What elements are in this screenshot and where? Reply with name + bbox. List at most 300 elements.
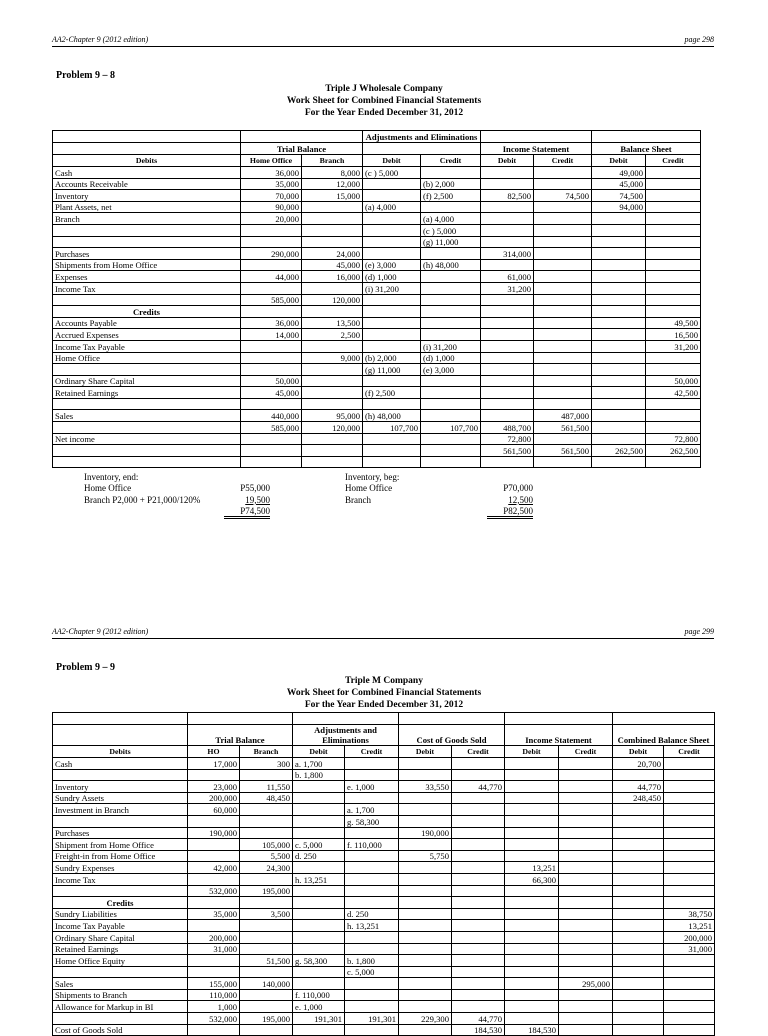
amount-cell: 82,500 — [481, 190, 534, 202]
amount-cell — [452, 955, 505, 967]
table-row — [53, 989, 715, 1001]
bs-debit-header: Debit — [613, 746, 664, 758]
amount-cell: 295,000 — [559, 978, 613, 990]
amount-cell: 12,000 — [302, 178, 363, 190]
account-cell: Sales — [53, 410, 241, 422]
amount-cell: 20,700 — [613, 758, 664, 770]
account-cell: Sales — [53, 978, 188, 990]
table-row — [53, 329, 701, 341]
amount-cell — [363, 294, 421, 306]
amount-cell — [646, 364, 701, 376]
amount-cell — [302, 213, 363, 225]
amount-cell: 50,000 — [241, 375, 302, 387]
amount-cell: 38,750 — [664, 908, 715, 920]
amount-cell: (g) 11,000 — [363, 364, 421, 376]
amount-cell — [505, 839, 559, 851]
table-row — [53, 931, 715, 943]
amount-cell — [481, 387, 534, 399]
amount-cell — [505, 1013, 559, 1025]
amount-cell — [240, 827, 293, 839]
table-row — [53, 456, 701, 468]
amount-cell: 585,000 — [241, 294, 302, 306]
amount-cell — [240, 1024, 293, 1036]
amount-cell: 8,000 — [302, 167, 363, 179]
amount-cell — [505, 989, 559, 1001]
amount-cell — [293, 908, 345, 920]
amount-cell — [646, 410, 701, 422]
amount-cell — [399, 815, 452, 827]
debits-header: Debits — [53, 746, 188, 758]
amount-cell — [399, 839, 452, 851]
amount-cell — [646, 178, 701, 190]
amount-cell: (a) 4,000 — [421, 213, 481, 225]
adjustments-header: Adjustments and Eliminations — [293, 725, 399, 746]
amount-cell — [399, 1001, 452, 1013]
amount-cell — [664, 827, 715, 839]
table-row — [53, 769, 715, 781]
amount-cell — [293, 978, 345, 990]
amount-cell — [302, 282, 363, 294]
amount-cell: 45,000 — [302, 259, 363, 271]
amount-cell: 13,251 — [505, 862, 559, 874]
amount-cell — [363, 433, 421, 445]
amount-cell — [241, 236, 302, 248]
amount-cell — [452, 792, 505, 804]
amount-cell — [481, 167, 534, 179]
account-cell: Allowance for Markup in BI — [53, 1001, 188, 1013]
account-cell: Income Tax Payable — [53, 920, 188, 932]
amount-cell: 155,000 — [188, 978, 240, 990]
amount-cell: 74,500 — [534, 190, 592, 202]
account-cell — [53, 966, 188, 978]
account-cell: Plant Assets, net — [53, 201, 241, 213]
amount-cell: 5,750 — [399, 850, 452, 862]
amount-cell — [664, 815, 715, 827]
account-cell: Retained Earnings — [53, 387, 241, 399]
bs-credit-header: Credit — [646, 155, 701, 167]
amount-cell — [363, 178, 421, 190]
amount-cell: 440,000 — [241, 410, 302, 422]
amount-cell — [534, 398, 592, 410]
amount-cell — [363, 456, 421, 468]
amount-cell — [302, 236, 363, 248]
problem-label: Problem 9 – 9 — [56, 662, 115, 673]
amount-cell: 44,000 — [241, 271, 302, 283]
amount-cell — [241, 445, 302, 457]
amount-cell: b. 1,800 — [293, 769, 345, 781]
amount-cell: 72,800 — [481, 433, 534, 445]
amount-cell: 3,500 — [240, 908, 293, 920]
amount-cell — [399, 920, 452, 932]
amount-cell — [592, 248, 646, 260]
amount-cell — [664, 1013, 715, 1025]
combined-bs-header: Combined Balance Sheet — [613, 725, 715, 746]
amount-cell — [559, 931, 613, 943]
amount-cell: f. 110,000 — [293, 989, 345, 1001]
amount-cell — [452, 862, 505, 874]
amount-cell — [559, 955, 613, 967]
amount-cell — [399, 1024, 452, 1036]
amount-cell — [664, 839, 715, 851]
table-row — [53, 920, 715, 932]
table-row — [53, 317, 701, 329]
account-cell — [53, 445, 241, 457]
amount-cell: 24,000 — [302, 248, 363, 260]
amount-cell: 11,550 — [240, 781, 293, 793]
amount-cell — [240, 769, 293, 781]
amount-cell — [452, 1001, 505, 1013]
account-cell: Accrued Expenses — [53, 329, 241, 341]
trial-balance-header: Trial Balance — [241, 143, 363, 155]
table-row — [53, 815, 715, 827]
amount-cell — [559, 850, 613, 862]
amount-cell: 31,200 — [646, 340, 701, 352]
is-debit-header: Debit — [505, 746, 559, 758]
amount-cell — [592, 364, 646, 376]
amount-cell: d. 250 — [293, 850, 345, 862]
amount-cell — [559, 885, 613, 897]
account-cell: Sundry Assets — [53, 792, 188, 804]
amount-cell — [363, 398, 421, 410]
amount-cell — [481, 340, 534, 352]
amount-cell — [559, 827, 613, 839]
table-row — [53, 294, 701, 306]
table-row — [53, 167, 701, 179]
amount-cell — [293, 1024, 345, 1036]
title-line-3: For the Year Ended December 31, 2012 — [304, 700, 464, 710]
table-row — [53, 306, 701, 318]
table-row — [53, 445, 701, 457]
note-row: Home Office P70,000 — [345, 483, 533, 494]
amount-cell — [293, 920, 345, 932]
account-cell — [53, 224, 241, 236]
account-cell: Accounts Payable — [53, 317, 241, 329]
amount-cell — [452, 839, 505, 851]
amount-cell: 35,000 — [188, 908, 240, 920]
table-row — [53, 178, 701, 190]
amount-cell: (f) 2,500 — [421, 190, 481, 202]
amount-cell — [363, 445, 421, 457]
amount-cell — [188, 955, 240, 967]
amount-cell — [363, 340, 421, 352]
amount-cell: 107,700 — [363, 422, 421, 434]
amount-cell: 16,000 — [302, 271, 363, 283]
account-cell — [53, 422, 241, 434]
amount-cell — [421, 201, 481, 213]
account-cell: Cash — [53, 758, 188, 770]
is-debit-header: Debit — [481, 155, 534, 167]
amount-cell — [505, 966, 559, 978]
amount-cell — [664, 862, 715, 874]
amount-cell: (b) 2,000 — [363, 352, 421, 364]
amount-cell: 107,700 — [421, 422, 481, 434]
table-row — [53, 282, 701, 294]
amount-cell — [363, 317, 421, 329]
amount-cell: 120,000 — [302, 294, 363, 306]
amount-cell — [399, 897, 452, 909]
amount-cell: (h) 48,000 — [421, 259, 481, 271]
amount-cell — [345, 897, 399, 909]
amount-cell — [421, 294, 481, 306]
amount-cell: 24,300 — [240, 862, 293, 874]
amount-cell — [481, 456, 534, 468]
amount-cell — [592, 352, 646, 364]
amount-cell — [613, 873, 664, 885]
amount-cell: 42,000 — [188, 862, 240, 874]
amount-cell — [452, 943, 505, 955]
amount-cell — [363, 213, 421, 225]
amount-cell — [240, 931, 293, 943]
table-row — [53, 352, 701, 364]
account-cell — [53, 885, 188, 897]
amount-cell — [534, 294, 592, 306]
balance-sheet-header: Balance Sheet — [592, 143, 701, 155]
amount-cell: 44,770 — [452, 1013, 505, 1025]
amount-cell — [363, 375, 421, 387]
amount-cell: 50,000 — [646, 375, 701, 387]
amount-cell: 190,000 — [399, 827, 452, 839]
amount-cell — [505, 1001, 559, 1013]
amount-cell — [613, 931, 664, 943]
inventory-end-notes — [84, 472, 284, 518]
amount-cell — [613, 908, 664, 920]
amount-cell — [559, 897, 613, 909]
bs-credit-header: Credit — [664, 746, 715, 758]
amount-cell — [592, 422, 646, 434]
table-row — [53, 792, 715, 804]
amount-cell — [646, 271, 701, 283]
amount-cell: 110,000 — [188, 989, 240, 1001]
amount-cell — [559, 862, 613, 874]
table-row — [53, 839, 715, 851]
page-header-2 — [52, 627, 714, 636]
amount-cell — [302, 340, 363, 352]
amount-cell — [559, 804, 613, 816]
amount-cell: 36,000 — [241, 167, 302, 179]
amount-cell: 13,251 — [664, 920, 715, 932]
amount-cell — [452, 978, 505, 990]
table-row — [53, 955, 715, 967]
amount-cell — [240, 966, 293, 978]
income-statement-header: Income Statement — [481, 143, 592, 155]
amount-cell — [664, 955, 715, 967]
amount-cell: 314,000 — [481, 248, 534, 260]
amount-cell — [592, 271, 646, 283]
amount-cell: 31,000 — [664, 943, 715, 955]
account-cell: Shipments to Branch — [53, 989, 188, 1001]
amount-cell — [592, 329, 646, 341]
account-cell: Accounts Receivable — [53, 178, 241, 190]
table-row — [53, 804, 715, 816]
amount-cell — [664, 769, 715, 781]
amount-cell — [646, 306, 701, 318]
amount-cell — [592, 213, 646, 225]
branch-header: Branch — [302, 155, 363, 167]
amount-cell — [399, 966, 452, 978]
amount-cell — [345, 978, 399, 990]
amount-cell — [345, 792, 399, 804]
account-cell: Inventory — [53, 781, 188, 793]
amount-cell: 72,800 — [646, 433, 701, 445]
account-cell: Home Office Equity — [53, 955, 188, 967]
amount-cell — [399, 885, 452, 897]
amount-cell — [505, 931, 559, 943]
amount-cell — [421, 433, 481, 445]
table-row — [53, 827, 715, 839]
credits-subheader: Credits — [53, 897, 188, 909]
amount-cell — [240, 815, 293, 827]
header-rule — [52, 638, 714, 639]
amount-cell — [421, 271, 481, 283]
account-cell: Ordinary Share Capital — [53, 375, 241, 387]
amount-cell — [240, 920, 293, 932]
amount-cell — [534, 224, 592, 236]
amount-cell: 94,000 — [592, 201, 646, 213]
amount-cell — [302, 375, 363, 387]
amount-cell: h. 13,251 — [345, 920, 399, 932]
account-cell: Freight-in from Home Office — [53, 850, 188, 862]
amount-cell — [664, 1001, 715, 1013]
table-row — [53, 398, 701, 410]
amount-cell: g. 58,300 — [293, 955, 345, 967]
amount-cell — [241, 398, 302, 410]
worksheet-title-2 — [0, 675, 768, 711]
table-row — [53, 943, 715, 955]
amount-cell — [592, 236, 646, 248]
amount-cell: (e) 3,000 — [421, 364, 481, 376]
table-row — [53, 410, 701, 422]
worksheet-title — [0, 83, 768, 119]
header-right: page 298 — [684, 35, 714, 44]
amount-cell: 90,000 — [241, 201, 302, 213]
amount-cell — [505, 943, 559, 955]
amount-cell — [664, 978, 715, 990]
amount-cell — [613, 815, 664, 827]
account-cell: Investment in Branch — [53, 804, 188, 816]
amount-cell — [302, 456, 363, 468]
account-cell: Ordinary Share Capital — [53, 931, 188, 943]
amount-cell — [481, 178, 534, 190]
amount-cell — [646, 167, 701, 179]
amount-cell — [534, 306, 592, 318]
amount-cell — [452, 850, 505, 862]
amount-cell — [613, 804, 664, 816]
table-row — [53, 758, 715, 770]
trial-balance-header: Trial Balance — [188, 725, 293, 746]
amount-cell: (f) 2,500 — [363, 387, 421, 399]
amount-cell — [302, 398, 363, 410]
amount-cell — [534, 340, 592, 352]
amount-cell — [534, 201, 592, 213]
header-left: AA2-Chapter 9 (2012 edition) — [52, 35, 149, 44]
amount-cell — [534, 317, 592, 329]
amount-cell — [559, 815, 613, 827]
adjustments-header: Adjustments and Eliminations — [363, 131, 481, 143]
amount-cell — [399, 978, 452, 990]
amount-cell — [505, 978, 559, 990]
amount-cell — [592, 224, 646, 236]
amount-cell — [452, 931, 505, 943]
amount-cell — [452, 897, 505, 909]
amount-cell: 120,000 — [302, 422, 363, 434]
inventory-beg-heading: Inventory, beg: — [345, 472, 400, 482]
amount-cell — [559, 1001, 613, 1013]
amount-cell — [592, 306, 646, 318]
amount-cell — [646, 259, 701, 271]
amount-cell: 44,770 — [613, 781, 664, 793]
amount-cell — [481, 224, 534, 236]
amount-cell — [241, 282, 302, 294]
amount-cell: 70,000 — [241, 190, 302, 202]
amount-cell — [664, 873, 715, 885]
amount-cell — [363, 236, 421, 248]
amount-cell: 45,000 — [241, 387, 302, 399]
account-cell: Income Tax — [53, 873, 188, 885]
amount-cell: 300 — [240, 758, 293, 770]
amount-cell — [421, 410, 481, 422]
cogs-credit-header: Credit — [452, 746, 505, 758]
note-row: Branch P2,000 + P21,000/120% 19,500 — [84, 494, 270, 505]
table-row — [53, 781, 715, 793]
amount-cell — [559, 908, 613, 920]
amount-cell — [240, 897, 293, 909]
amount-cell: 48,450 — [240, 792, 293, 804]
amount-cell — [505, 885, 559, 897]
company-name: Triple J Wholesale Company — [325, 84, 443, 94]
amount-cell — [293, 862, 345, 874]
amount-cell — [505, 781, 559, 793]
amount-cell — [302, 445, 363, 457]
amount-cell: (h) 48,000 — [363, 410, 421, 422]
amount-cell — [534, 375, 592, 387]
amount-cell: 262,500 — [646, 445, 701, 457]
amount-cell: (i) 31,200 — [421, 340, 481, 352]
title-line-2: Work Sheet for Combined Financial Statements — [286, 96, 482, 106]
table-row — [53, 978, 715, 990]
amount-cell — [646, 282, 701, 294]
amount-cell — [188, 850, 240, 862]
amount-cell: 184,530 — [505, 1024, 559, 1036]
amount-cell — [452, 804, 505, 816]
amount-cell — [534, 364, 592, 376]
amount-cell: (g) 11,000 — [421, 236, 481, 248]
account-cell: Income Tax — [53, 282, 241, 294]
amount-cell — [592, 317, 646, 329]
adj-debit-header: Debit — [293, 746, 345, 758]
amount-cell — [345, 1001, 399, 1013]
table-row — [53, 236, 701, 248]
amount-cell — [399, 804, 452, 816]
table-row — [53, 908, 715, 920]
amount-cell: 2,500 — [302, 329, 363, 341]
amount-cell — [188, 815, 240, 827]
table-row — [53, 259, 701, 271]
amount-cell: a. 1,700 — [345, 804, 399, 816]
amount-cell — [399, 908, 452, 920]
amount-cell — [613, 839, 664, 851]
amount-cell — [613, 862, 664, 874]
account-cell — [53, 769, 188, 781]
amount-cell — [345, 873, 399, 885]
amount-cell — [452, 815, 505, 827]
amount-cell — [345, 1024, 399, 1036]
amount-cell — [534, 282, 592, 294]
table-row — [53, 422, 701, 434]
amount-cell: 49,000 — [592, 167, 646, 179]
amount-cell: (c ) 5,000 — [363, 167, 421, 179]
amount-cell — [421, 167, 481, 179]
amount-cell — [241, 364, 302, 376]
